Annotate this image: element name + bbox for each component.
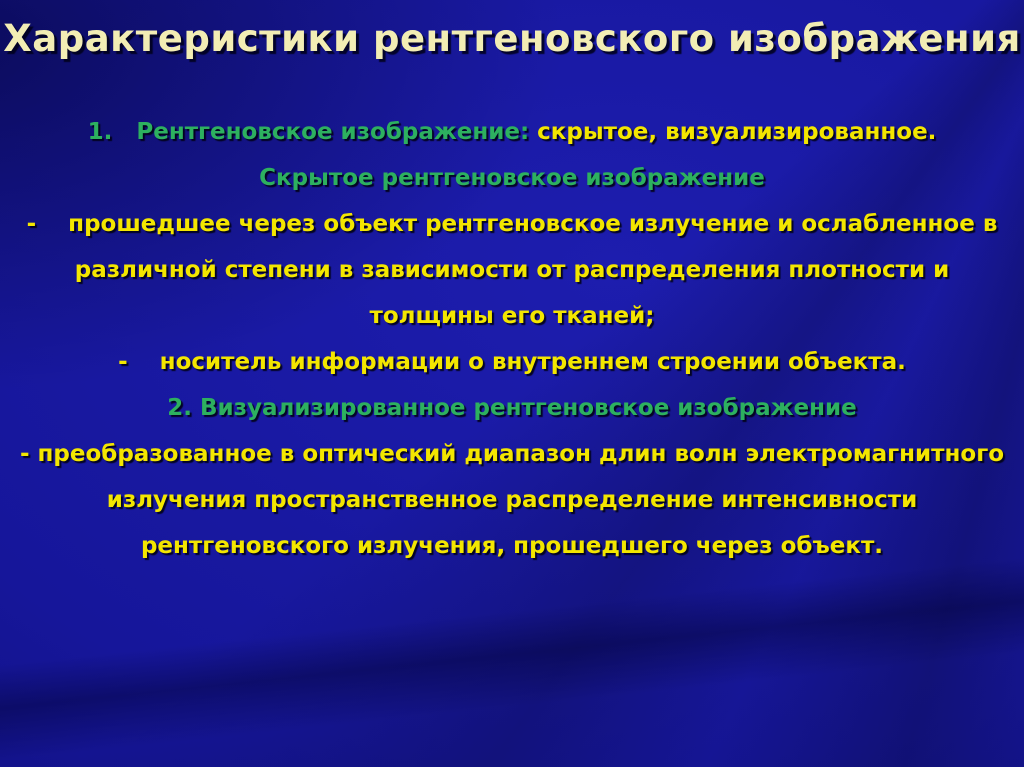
line6-bullet-text: - носитель информации о внутреннем строении объекта.: [118, 349, 906, 375]
line10-bullet-text: рентгеновского излучения, прошедшего через объект.: [140, 533, 884, 559]
body-line-10: [0, 523, 1024, 569]
body-line-5: [0, 293, 1024, 339]
line9-bullet-text: излучения пространственное распределение интенсивности: [106, 487, 918, 513]
body-line-4: [0, 247, 1024, 293]
body-line-2: [0, 155, 1024, 201]
body-line-9: [0, 477, 1024, 523]
line8-bullet-text: - преобразованное в оптический диапазон длин волн электромагнитного: [19, 441, 1005, 467]
line3-bullet-text: - прошедшее через объект рентгеновское излучение и ослабленное в: [26, 211, 998, 237]
line2-subheading: Скрытое рентгеновское изображение: [259, 165, 765, 191]
body-line-6: [0, 339, 1024, 385]
line4-bullet-text: различной степени в зависимости от распределения плотности и: [74, 257, 950, 283]
body-line-7: [0, 385, 1024, 431]
line7-numbered-heading: 2. Визуализированное рентгеновское изображение: [167, 395, 857, 421]
line5-bullet-text: толщины его тканей;: [369, 303, 655, 329]
slide-title: Характеристики рентгеновского изображения: [3, 17, 1021, 60]
line1-numbered-heading: 1. Рентгеновское изображение:: [87, 119, 538, 145]
slide-body: [0, 109, 1024, 569]
body-line-1: [0, 109, 1024, 155]
body-line-3: [0, 201, 1024, 247]
line1-highlight-text: скрытое, визуализированное.: [537, 119, 937, 145]
body-line-8: [0, 431, 1024, 477]
